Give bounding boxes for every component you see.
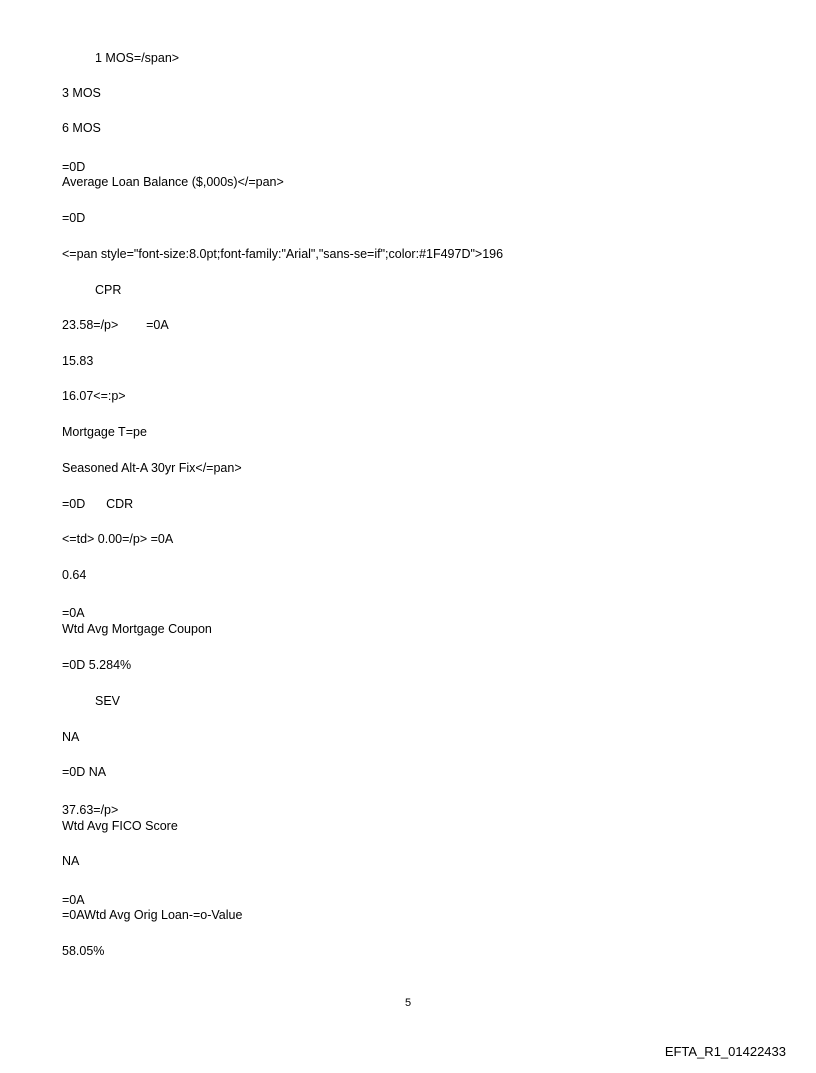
text-line: =0AWtd Avg Orig Loan-=o-Value xyxy=(62,908,243,922)
text-line: 1 MOS=/span> xyxy=(95,51,180,65)
text-line: 37.63=/p> xyxy=(62,803,119,817)
text-line: Mortgage T=pe xyxy=(62,425,147,439)
text-line: =0D CDR xyxy=(62,497,134,511)
text-line: SEV xyxy=(95,694,121,708)
text-line: =0D 5.284% xyxy=(62,658,132,672)
text-line: 16.07<=:p> xyxy=(62,389,126,403)
text-line: 23.58=/p> =0A xyxy=(62,318,169,332)
text-line: 0.64 xyxy=(62,568,87,582)
text-line: NA xyxy=(62,854,80,868)
text-line: CPR xyxy=(95,283,122,297)
text-line: NA xyxy=(62,730,80,744)
text-line: Wtd Avg Mortgage Coupon xyxy=(62,622,212,636)
text-line: 3 MOS xyxy=(62,86,101,100)
text-line: 15.83 xyxy=(62,354,94,368)
text-line: =0D xyxy=(62,211,86,225)
text-line: =0D NA xyxy=(62,765,107,779)
text-line: <=pan style="font-size:8.0pt;font-family:"Arial","sans-se=if";color:#1F497D">196 xyxy=(62,247,504,261)
text-line: 6 MOS xyxy=(62,121,101,135)
text-line: Seasoned Alt-A 30yr Fix</=pan> xyxy=(62,461,242,475)
text-line: Wtd Avg FICO Score xyxy=(62,819,178,833)
page-number: 5 xyxy=(404,997,412,1009)
text-line: =0A xyxy=(62,606,85,620)
text-line: =0D xyxy=(62,160,86,174)
text-line: =0A xyxy=(62,893,85,907)
document-id: EFTA_R1_01422433 xyxy=(664,1044,786,1059)
text-line: <=td> 0.00=/p> =0A xyxy=(62,532,174,546)
text-line: 58.05% xyxy=(62,944,105,958)
text-line: Average Loan Balance ($,000s)</=pan> xyxy=(62,175,284,189)
